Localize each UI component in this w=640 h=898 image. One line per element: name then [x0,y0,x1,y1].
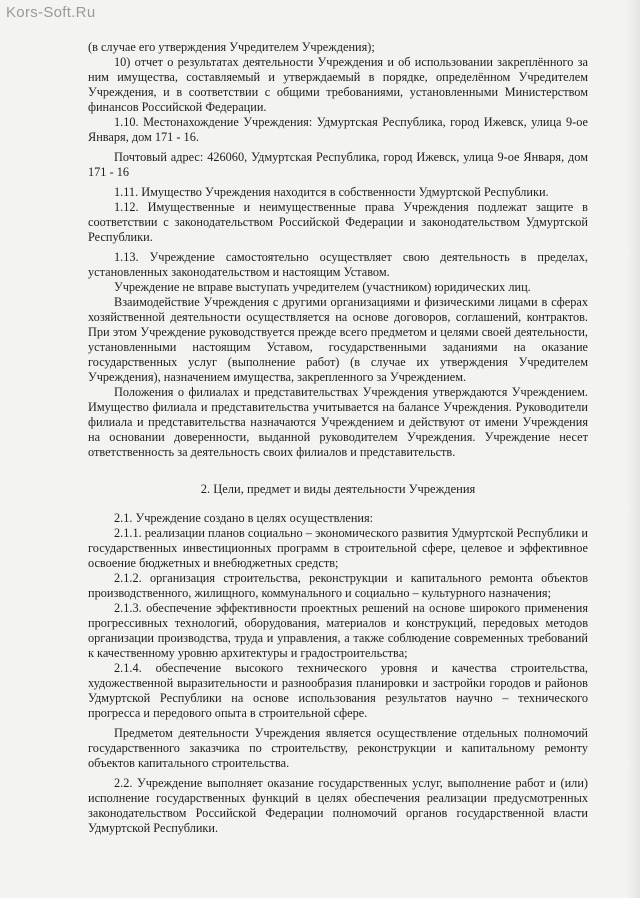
paragraph: 2.2. Учреждение выполняет оказание государственных услуг, выполнение работ и (или) исполнение государственных функций в целях обеспечения реализации предусмотренных законодательством Российской Федерации полномочий органов государственной власти Удмуртской Республики. [88,776,588,835]
paragraph: 2.1.1. реализации планов социально – экономического развития Удмуртской Республики и государственных инвестиционных программ в строительной сфере, целевое и эффективное освоение бюджетных и внебюджетных средств; [88,526,588,570]
paragraph: 2.1.2. организация строительства, реконструкции и капитального ремонта объектов производственного, жилищного, коммунального и социально – культурного назначения; [88,571,588,600]
paragraph: 1.12. Имущественные и неимущественные права Учреждения подлежат защите в соответствии с законодательством Российской Федерации и законодательством Удмуртской Республики. [88,200,588,244]
paragraph: Учреждение не вправе выступать учредителем (участником) юридических лиц. [114,280,531,294]
document-page [88,40,588,836]
paragraph: Взаимодействие Учреждения с другими организациями и физическими лицами в сферах хозяйственной деятельности осуществляется на основе договоров, соглашений, контрактов. При этом Учреждение руководствуется прежде всего предметом и целями своей деятельности, установленными настоящим Уставом, государственными заданиями на оказание государственных услуг (выполнение работ) (в случае их утверждения Учредителем Учреждения), назначением имущества, закрепленного за Учреждением. [88,295,588,384]
paragraph: Почтовый адрес: 426060, Удмуртская Республика, город Ижевск, улица 9-ое Января, дом 171 - 16 [88,150,588,179]
paragraph: (в случае его утверждения Учредителем Учреждения); [88,40,375,54]
paragraph: 2.1. Учреждение создано в целях осуществления: [114,511,374,525]
paragraph: 1.13. Учреждение самостоятельно осуществляет свою деятельность в пределах, установленных законодательством и настоящим Уставом. [88,250,588,279]
section-heading: 2. Цели, предмет и виды деятельности Учреждения [200,482,476,496]
paragraph: Положения о филиалах и представительствах Учреждения утверждаются Учреждением. Имущество филиала и представительства учитывается на балансе Учреждения. Руководители филиала и представительства назначаются Учреждением и действуют от имени Учреждения на основании доверенности, выданной руководителем Учреждения. Учреждение несет ответственность за деятельность своих филиалов и представительств. [88,385,588,459]
paragraph: 1.11. Имущество Учреждения находится в собственности Удмуртской Республики. [114,185,549,199]
page-edge-shadow [626,0,640,898]
paragraph: 10) отчет о результатах деятельности Учреждения и об использовании закреплённого за ним имущества, составляемый и утверждаемый в порядке, определённом Учредителем Учреждения, и в соответствии с общими требованиями, установленными Министерством финансов Российской Федерации. [88,55,588,114]
paragraph: 2.1.3. обеспечение эффективности проектных решений на основе широкого применения прогрессивных технологий, оборудования, материалов и конструкций, передовых методов организации производства, труда и управления, а также соблюдение современных требований к качественному уровню архитектуры и градостроительства; [88,601,588,660]
watermark: Kors-Soft.Ru [6,4,96,21]
paragraph: Предметом деятельности Учреждения является осуществление отдельных полномочий государственного заказчика по строительству, реконструкции и капитальному ремонту объектов капитального строительства. [88,726,588,770]
paragraph: 2.1.4. обеспечение высокого технического уровня и качества строительства, художественной выразительности и разнообразия планировки и застройки городов и районов Удмуртской Республики на основе использования результатов научно – технического прогресса и передового опыта в строительной сфере. [88,661,588,720]
paragraph: 1.10. Местонахождение Учреждения: Удмуртская Республика, город Ижевск, улица 9-ое Января, дом 171 - 16. [88,115,588,144]
